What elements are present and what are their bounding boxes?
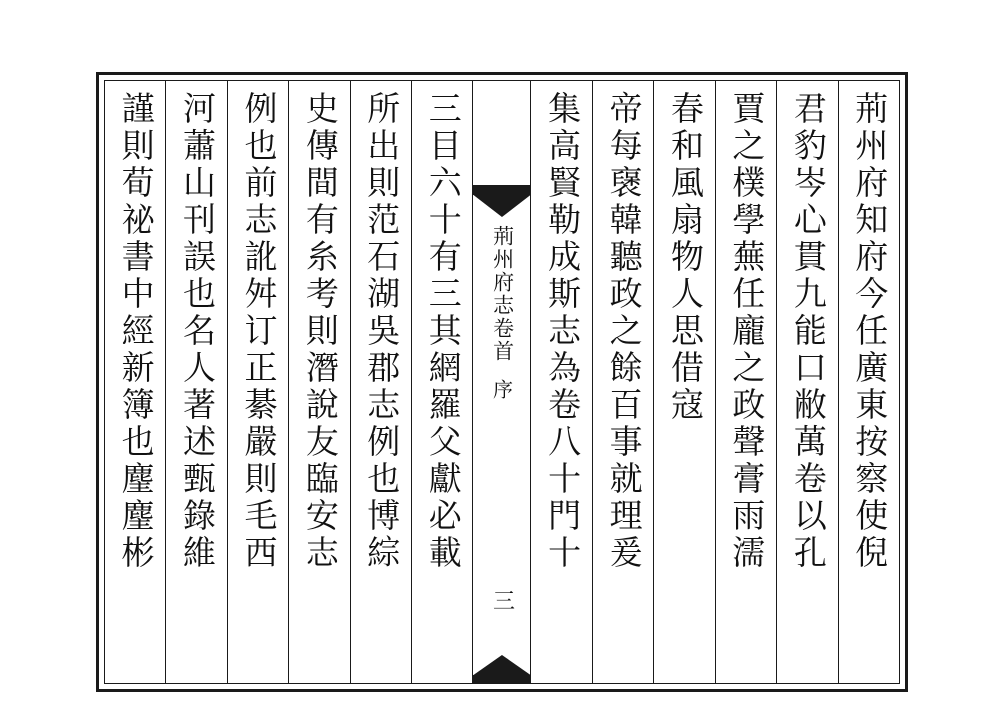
text-column-10 [227,81,288,683]
page-border-outer [96,72,908,692]
text-columns [105,81,899,683]
column-text: 君豹岑心貫九能口敝萬卷以孔 [788,91,828,572]
page-border-inner [104,80,900,684]
text-column-3 [715,81,776,683]
column-text: 所出則范石湖吳郡志例也博綜 [362,91,402,572]
text-column-6 [530,81,591,683]
text-column-1 [838,81,899,683]
column-text: 春和風扇物人思借寇 [665,91,705,424]
column-text: 賈之樸學蕪任龐之政聲膏雨濡 [727,91,767,572]
text-column-7 [411,81,472,683]
text-column-12 [105,81,165,683]
text-column-4 [653,81,714,683]
banner-section: 序 [489,379,514,401]
column-text: 集高賢勒成斯志為卷八十門十 [543,91,583,572]
column-text: 三目六十有三其網羅父獻必載 [423,91,463,572]
fish-tail-top-icon [473,81,530,209]
column-text: 史傳間有糸考則潛說友臨安志 [300,91,340,572]
text-column-11 [165,81,226,683]
column-text: 河蕭山刊誤也名人著述甄錄維 [178,91,218,572]
text-column-8 [350,81,411,683]
text-column-2 [776,81,837,683]
column-text: 謹則荀祕書中經新簿也麈麈彬 [116,91,156,572]
column-text: 帝每襃韓聽政之餘百事就理爰 [604,91,644,572]
banner-title: 荊州府志卷首 [490,225,515,363]
column-text: 例也前志訛舛订正綦嚴則毛西 [239,91,279,572]
text-column-5 [592,81,653,683]
text-column-9 [288,81,349,683]
banner-page-number: 三 [489,589,515,611]
center-banner [472,81,530,683]
column-text: 荊州府知府今任廣東按察使倪 [850,91,890,572]
fish-tail-bottom-icon [473,637,530,683]
